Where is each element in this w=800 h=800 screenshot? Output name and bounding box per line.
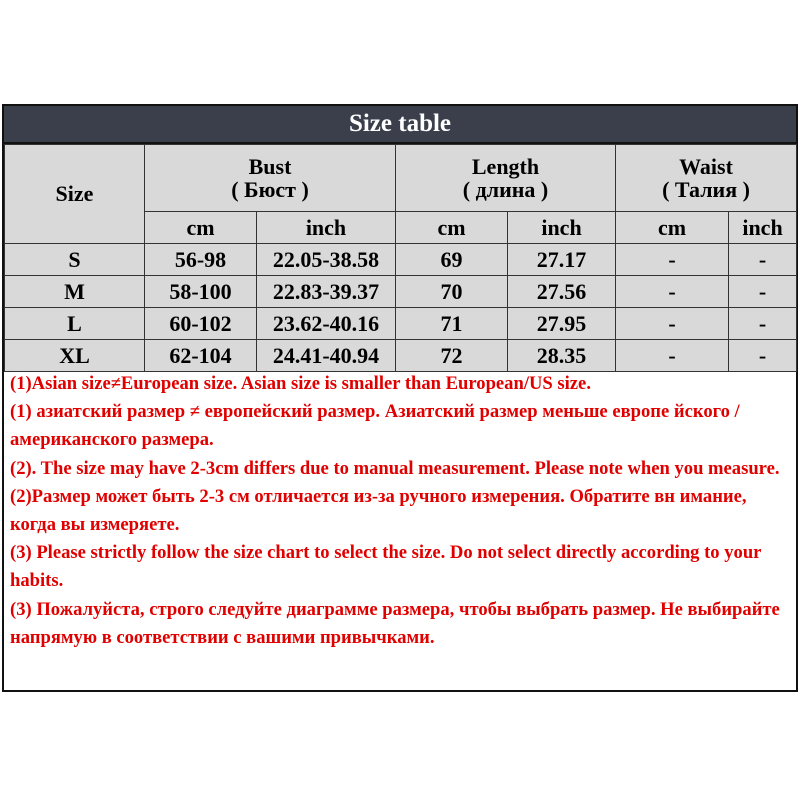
length-header	[396, 145, 616, 212]
length-cm-cell: 72	[396, 340, 508, 372]
bust-header	[145, 145, 396, 212]
note-measurement-ru: (2)Размер может быть 2-3 см отличается из-за ручного измерения. Обратите вн имание, когда вы измеряете.	[10, 485, 747, 536]
waist-inch-cell: -	[729, 244, 797, 276]
table-row	[5, 244, 797, 276]
size-table	[4, 144, 797, 372]
length-inch-cell: 27.17	[508, 244, 616, 276]
size-notes	[10, 370, 794, 652]
bust-inch-cell: 22.05-38.58	[257, 244, 396, 276]
waist-header-en: Waist	[679, 153, 733, 179]
bust-inch-header: inch	[257, 212, 396, 244]
note-follow-chart-ru: (3) Пожалуйста, строго следуйте диаграмме размера, чтобы выбрать размер. Не выбирайте напрямую в соответствии с вашими привычками.	[10, 598, 780, 648]
note-asian-size-ru: (1) азиатский размер ≠ европейский размер. Азиатский размер меньше европе йского / американского размера.	[10, 401, 740, 451]
waist-inch-header: inch	[729, 212, 797, 244]
waist-cm-header: cm	[616, 212, 729, 244]
note-asian-size-en: (1)Asian size≠European size. Asian size is smaller than European/US size.	[10, 373, 591, 394]
size-cell: L	[5, 308, 145, 340]
length-header-en: Length	[471, 153, 540, 179]
table-row	[5, 308, 797, 340]
bust-header-en: Bust	[248, 153, 292, 179]
bust-inch-cell: 24.41-40.94	[257, 340, 396, 372]
table-row	[5, 340, 797, 372]
bust-cm-cell: 56-98	[145, 244, 257, 276]
bust-inch-cell: 23.62-40.16	[257, 308, 396, 340]
waist-header	[616, 145, 797, 212]
bust-cm-header: cm	[145, 212, 257, 244]
bust-inch-cell: 22.83-39.37	[257, 276, 396, 308]
bust-header-ru: ( Бюст )	[231, 177, 309, 202]
length-cm-cell: 71	[396, 308, 508, 340]
waist-cm-cell: -	[616, 340, 729, 372]
waist-inch-cell: -	[729, 340, 797, 372]
size-cell: XL	[5, 340, 145, 372]
bust-cm-cell: 58-100	[145, 276, 257, 308]
length-inch-cell: 27.56	[508, 276, 616, 308]
length-cm-cell: 70	[396, 276, 508, 308]
length-cm-header: cm	[396, 212, 508, 244]
length-cm-cell: 69	[396, 244, 508, 276]
waist-cm-cell: -	[616, 308, 729, 340]
waist-inch-cell: -	[729, 276, 797, 308]
length-inch-cell: 27.95	[508, 308, 616, 340]
waist-cm-cell: -	[616, 276, 729, 308]
note-follow-chart-en: (3) Please strictly follow the size chart to select the size. Do not select directly according to your habits.	[10, 542, 762, 592]
length-header-ru: ( длина )	[462, 177, 549, 202]
waist-inch-cell: -	[729, 308, 797, 340]
size-cell: M	[5, 276, 145, 308]
note-measurement-en: (2). The size may have 2-3cm differs due to manual measurement. Please note when you measure.	[10, 457, 780, 479]
bust-cm-cell: 62-104	[145, 340, 257, 372]
size-table-title: Size table	[4, 106, 796, 144]
size-chart	[2, 104, 798, 692]
table-row	[5, 276, 797, 308]
length-inch-header: inch	[508, 212, 616, 244]
length-inch-cell: 28.35	[508, 340, 616, 372]
waist-header-ru: ( Талия )	[662, 177, 750, 202]
size-header: Size	[5, 145, 145, 244]
waist-cm-cell: -	[616, 244, 729, 276]
bust-cm-cell: 60-102	[145, 308, 257, 340]
size-cell: S	[5, 244, 145, 276]
